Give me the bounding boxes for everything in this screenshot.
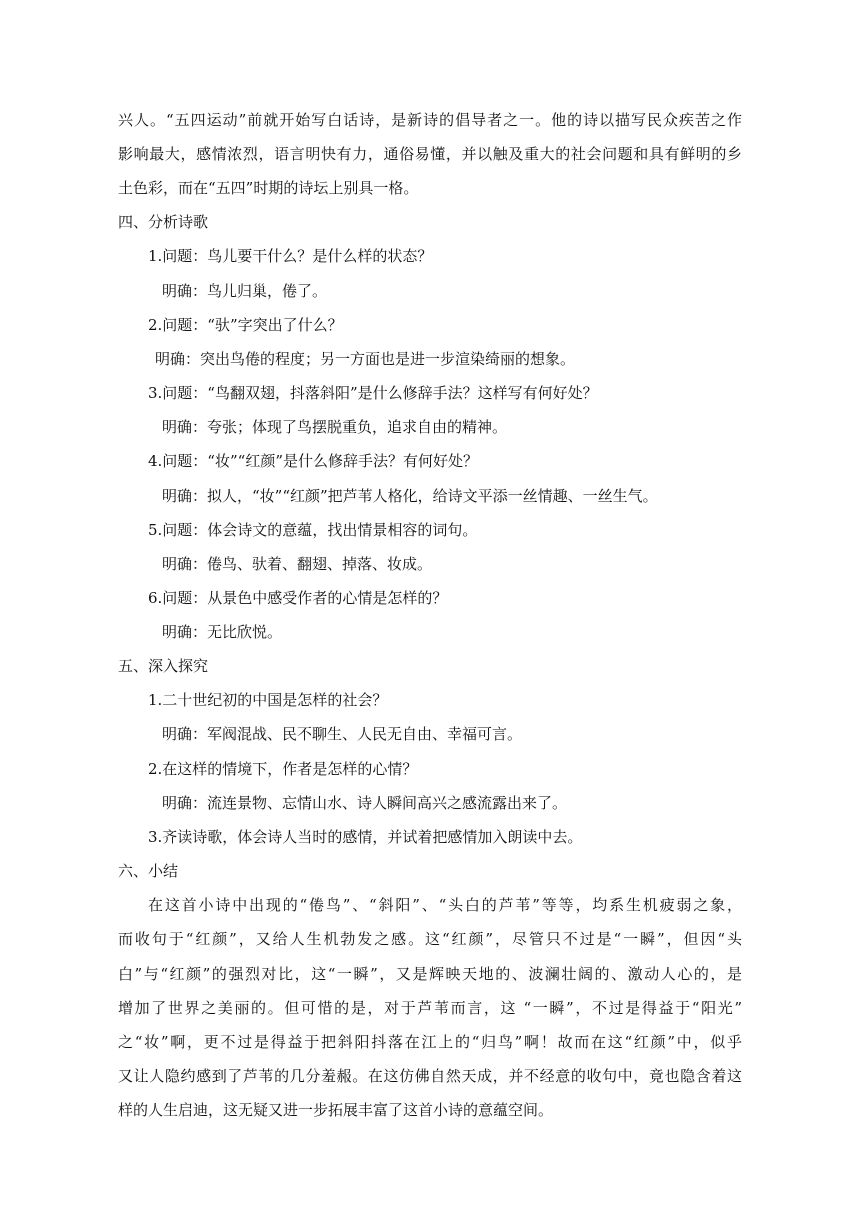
section5-question-2: 2.在这样的情境下，作者是怎样的心情？ bbox=[148, 760, 418, 778]
section4-heading: 四、分析诗歌 bbox=[118, 213, 209, 231]
summary-line-6: 又让人隐约感到了芦苇的几分羞赧。在这仿佛自然天成，并不经意的收句中，竟也隐含着这 bbox=[118, 1067, 742, 1085]
section4-answer-1: 明确：鸟儿归巢，倦了。 bbox=[162, 282, 328, 300]
section4-question-6: 6.问题：从景色中感受作者的心情是怎样的？ bbox=[148, 589, 448, 607]
section4-question-5: 5.问题：体会诗文的意蕴，找出情景相容的词句。 bbox=[148, 521, 478, 539]
section4-answer-3: 明确：夸张；体现了鸟摆脱重负，追求自由的精神。 bbox=[162, 418, 508, 436]
intro-line-3: 土色彩，而在“五四”时期的诗坛上别具一格。 bbox=[118, 179, 419, 197]
summary-line-7: 样的人生启迪，这无疑又进一步拓展丰富了这首小诗的意蕴空间。 bbox=[118, 1101, 554, 1119]
summary-line-4: 增加了世界之美丽的。但可惜的是，对于芦苇而言，这 “一瞬”，不过是得益于“阳光” bbox=[118, 999, 742, 1017]
summary-line-1: 在这首小诗中出现的“倦鸟”、“斜阳”、“头白的芦苇”等等，均系生机疲弱之象， bbox=[148, 896, 742, 914]
intro-line-2: 影响最大，感情浓烈，语言明快有力，通俗易懂，并以触及重大的社会问题和具有鲜明的乡 bbox=[118, 145, 742, 163]
section5-answer-1: 明确：军阀混战、民不聊生、人民无自由、幸福可言。 bbox=[162, 725, 523, 743]
section4-question-2: 2.问题：“驮”字突出了什么？ bbox=[148, 316, 343, 334]
summary-line-3: 白”与“红颜”的强烈对比，这“一瞬”，又是辉映天地的、波澜壮阔的、激动人心的，是 bbox=[118, 965, 742, 983]
intro-line-1: 兴人。“五四运动”前就开始写白话诗，是新诗的倡导者之一。他的诗以描写民众疾苦之作 bbox=[118, 111, 742, 129]
section6-heading: 六、小结 bbox=[118, 862, 179, 880]
section4-answer-4: 明确：拟人，“妆”“红颜”把芦苇人格化，给诗文平添一丝情趣、一丝生气。 bbox=[162, 487, 658, 505]
section4-question-3: 3.问题：“鸟翻双翅，抖落斜阳”是什么修辞手法？这样写有何好处？ bbox=[148, 384, 598, 402]
section5-question-3: 3.齐读诗歌，体会诗人当时的感情，并试着把感情加入朗读中去。 bbox=[148, 828, 583, 846]
section4-answer-5: 明确：倦鸟、驮着、翻翅、掉落、妆成。 bbox=[162, 555, 433, 573]
section5-heading: 五、深入探究 bbox=[118, 657, 209, 675]
summary-line-5: 之“妆”啊，更不过是得益于把斜阳抖落在江上的“归鸟”啊！故而在这“红颜”中，似乎 bbox=[118, 1033, 742, 1051]
section4-question-1: 1.问题：鸟儿要干什么？是什么样的状态？ bbox=[148, 247, 433, 265]
summary-line-2: 而收句于“红颜”，又给人生机勃发之感。这“红颜”，尽管只不过是“一瞬”，但因“头 bbox=[118, 930, 742, 948]
section5-question-1: 1.二十世纪初的中国是怎样的社会？ bbox=[148, 691, 388, 709]
section4-answer-2: 明确：突出鸟倦的程度；另一方面也是进一步渲染绮丽的想象。 bbox=[155, 350, 576, 368]
section4-question-4: 4.问题：“妆”“红颜”是什么修辞手法？有何好处？ bbox=[148, 452, 478, 470]
section5-answer-2: 明确：流连景物、忘情山水、诗人瞬间高兴之感流露出来了。 bbox=[162, 794, 568, 812]
section4-answer-6: 明确：无比欣悦。 bbox=[162, 623, 283, 641]
